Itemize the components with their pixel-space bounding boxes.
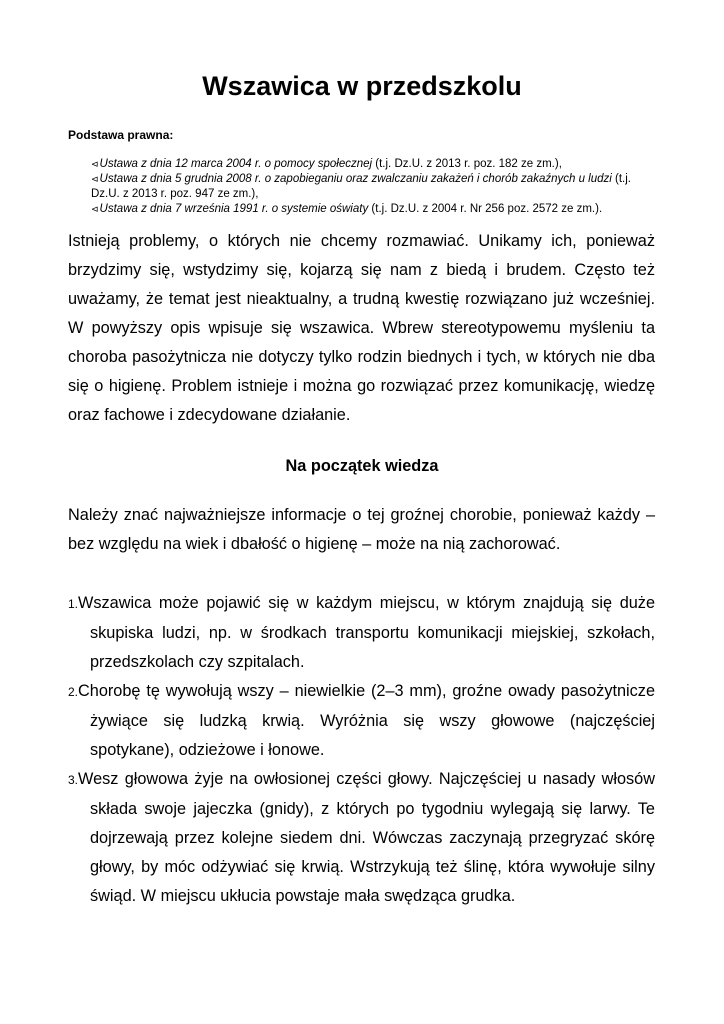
fact-item <box>68 765 655 911</box>
facts-list <box>68 589 655 911</box>
law-act-title: Ustawa z dnia 5 grudnia 2008 r. o zapobieganiu oraz zwalczaniu zakażeń i chorób zakaźnych u ludzi <box>99 173 612 185</box>
section-heading: Na początek wiedza <box>285 457 439 475</box>
legal-basis-heading: Podstawa prawna: <box>68 128 174 142</box>
bullet-arrow-icon: ⊲ <box>91 159 99 169</box>
law-act-title: Ustawa z dnia 12 marca 2004 r. o pomocy społecznej <box>99 158 373 170</box>
legal-basis-item <box>88 202 658 217</box>
document-title: Wszawica w przedszkolu <box>202 71 522 101</box>
bullet-arrow-icon: ⊲ <box>91 204 99 214</box>
fact-number: 1. <box>68 597 79 611</box>
legal-basis-list <box>88 157 658 217</box>
fact-item <box>68 589 655 677</box>
fact-text: Wszawica może pojawić się w każdym miejscu, w którym znajdują się duże skupiska ludzi, np. w środkach transportu komunikacji miejskiej, szkołach, przedszkolach czy szpitalach. <box>78 594 655 671</box>
fact-item <box>68 677 655 765</box>
fact-number: 3. <box>68 773 79 787</box>
bullet-arrow-icon: ⊲ <box>91 174 99 184</box>
fact-text: Chorobę tę wywołują wszy – niewielkie (2–3 mm), groźne owady pasożytnicze żywiące się ludzką krwią. Wyróżnia się wszy głowowe (najczęściej spotykane), odzieżowe i łonowe. <box>78 682 655 759</box>
intro-paragraph: Istnieją problemy, o których nie chcemy rozmawiać. Unikamy ich, ponieważ brzydzimy się, wstydzimy się, kojarzą się nam z biedą i brudem. Często też uważamy, że temat jest nieaktualny, a trudną kwestię rozwiązano już wcześniej. W powyższy opis wpisuje się wszawica. Wbrew stereotypowemu myśleniu ta choroba pasożytnicza nie dotyczy tylko rodzin biednych i tych, w których nie dba się o higienę. Problem istnieje i można go rozwiązać przez komunikację, wiedzę oraz fachowe i zdecydowane działanie. <box>68 232 655 424</box>
law-citation: (t.j. Dz.U. z 2013 r. poz. 182 ze zm.), <box>372 158 562 170</box>
law-act-title: Ustawa z dnia 7 września 1991 r. o systemie oświaty <box>99 203 369 215</box>
section-intro-paragraph: Należy znać najważniejsze informacje o tej groźnej chorobie, ponieważ każdy – bez względu na wiek i dbałość o higienę – może na nią zachorować. <box>68 506 655 553</box>
legal-basis-item <box>88 157 658 172</box>
fact-text: Wesz głowowa żyje na owłosionej części głowy. Najczęściej u nasady włosów składa swoje jajeczka (gnidy), z których po tygodniu wylegają się larwy. Te dojrzewają przez kolejne siedem dni. Wówczas zaczynają przegryzać skórę głowy, by móc odżywiać się krwią. Wstrzykują też ślinę, która wywołuje silny świąd. W miejscu ukłucia powstaje mała swędząca grudka. <box>78 770 655 905</box>
fact-number: 2. <box>68 685 79 699</box>
law-citation: (t.j. Dz.U. z 2004 r. Nr 256 poz. 2572 ze zm.). <box>368 203 603 215</box>
legal-basis-item <box>88 172 658 202</box>
law-citation: (t.j. Dz.U. z 2013 r. poz. 947 ze zm.), <box>91 173 631 200</box>
